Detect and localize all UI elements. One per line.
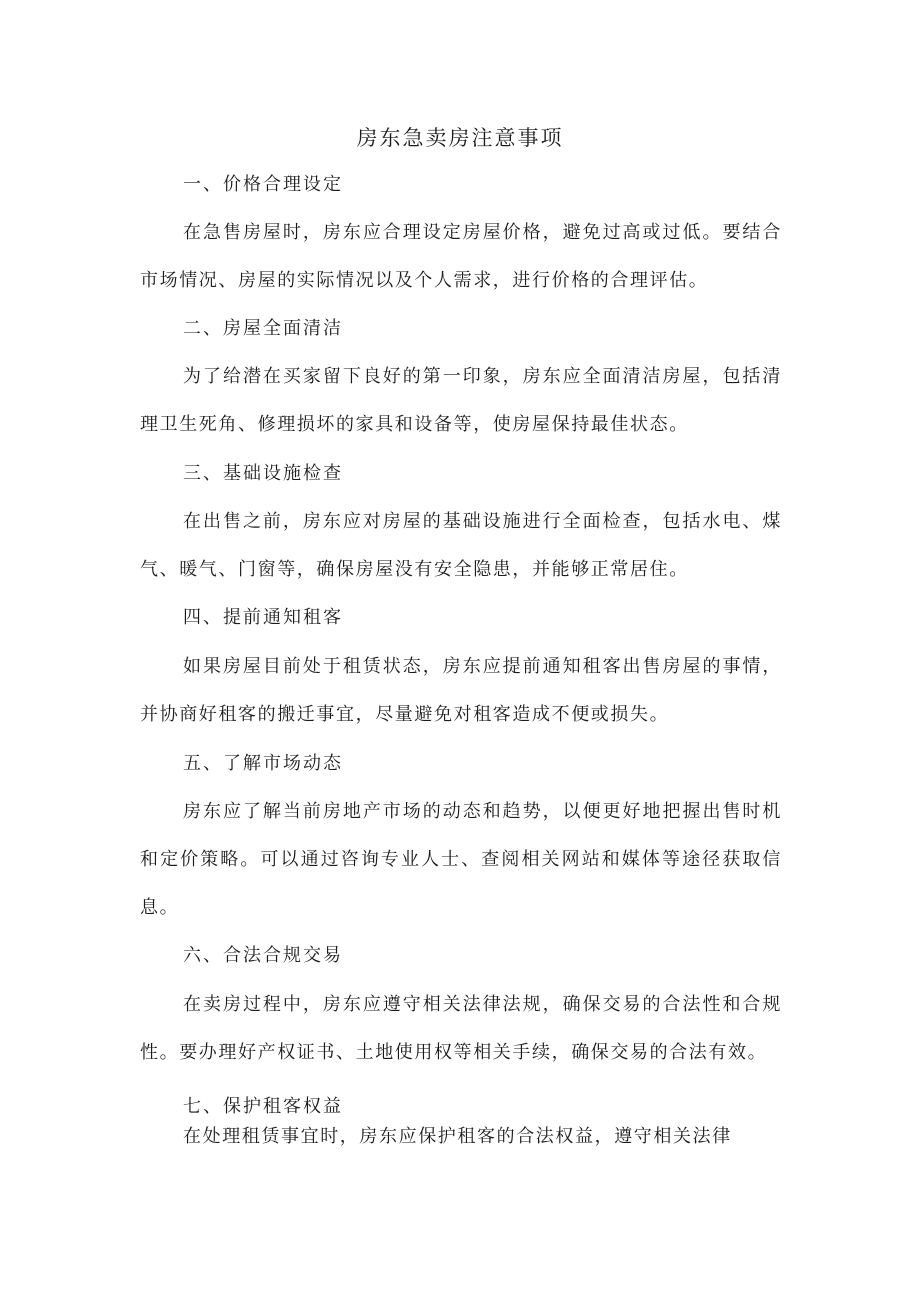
section-heading-4: 四、提前通知租客 bbox=[183, 607, 343, 628]
section-heading-3: 三、基础设施检查 bbox=[183, 463, 343, 484]
section-body-4: 如果房屋目前处于租赁状态，房东应提前通知租客出售房屋的事情，并协商好租客的搬迁事宜，尽量避免对租客造成不便或损失。 bbox=[140, 656, 782, 725]
section-heading-2: 二、房屋全面清洁 bbox=[183, 318, 343, 339]
section-heading-1: 一、价格合理设定 bbox=[183, 174, 343, 195]
section-body-6: 在卖房过程中，房东应遵守相关法律法规，确保交易的合法性和合规性。要办理好产权证书、土地使用权等相关手续，确保交易的合法有效。 bbox=[140, 994, 782, 1063]
section-heading-7: 七、保护租客权益 bbox=[183, 1096, 343, 1117]
section-heading-6: 六、合法合规交易 bbox=[183, 945, 343, 966]
section-body-7: 在处理租赁事宜时，房东应保护租客的合法权益，遵守相关法律 bbox=[183, 1126, 732, 1147]
section-body-1: 在急售房屋时，房东应合理设定房屋价格，避免过高或过低。要结合市场情况、房屋的实际情况以及个人需求，进行价格的合理评估。 bbox=[140, 222, 782, 291]
section-body-3: 在出售之前，房东应对房屋的基础设施进行全面检查，包括水电、煤气、暖气、门窗等，确保房屋没有安全隐患，并能够正常居住。 bbox=[140, 511, 782, 580]
section-heading-5: 五、了解市场动态 bbox=[183, 753, 343, 774]
section-body-2: 为了给潜在买家留下良好的第一印象，房东应全面清洁房屋，包括清理卫生死角、修理损坏的家具和设备等，使房屋保持最佳状态。 bbox=[140, 366, 782, 435]
document-title: 房东急卖房注意事项 bbox=[356, 126, 564, 150]
section-body-5: 房东应了解当前房地产市场的动态和趋势，以便更好地把握出售时机和定价策略。可以通过咨询专业人士、查阅相关网站和媒体等途径获取信息。 bbox=[140, 801, 782, 918]
